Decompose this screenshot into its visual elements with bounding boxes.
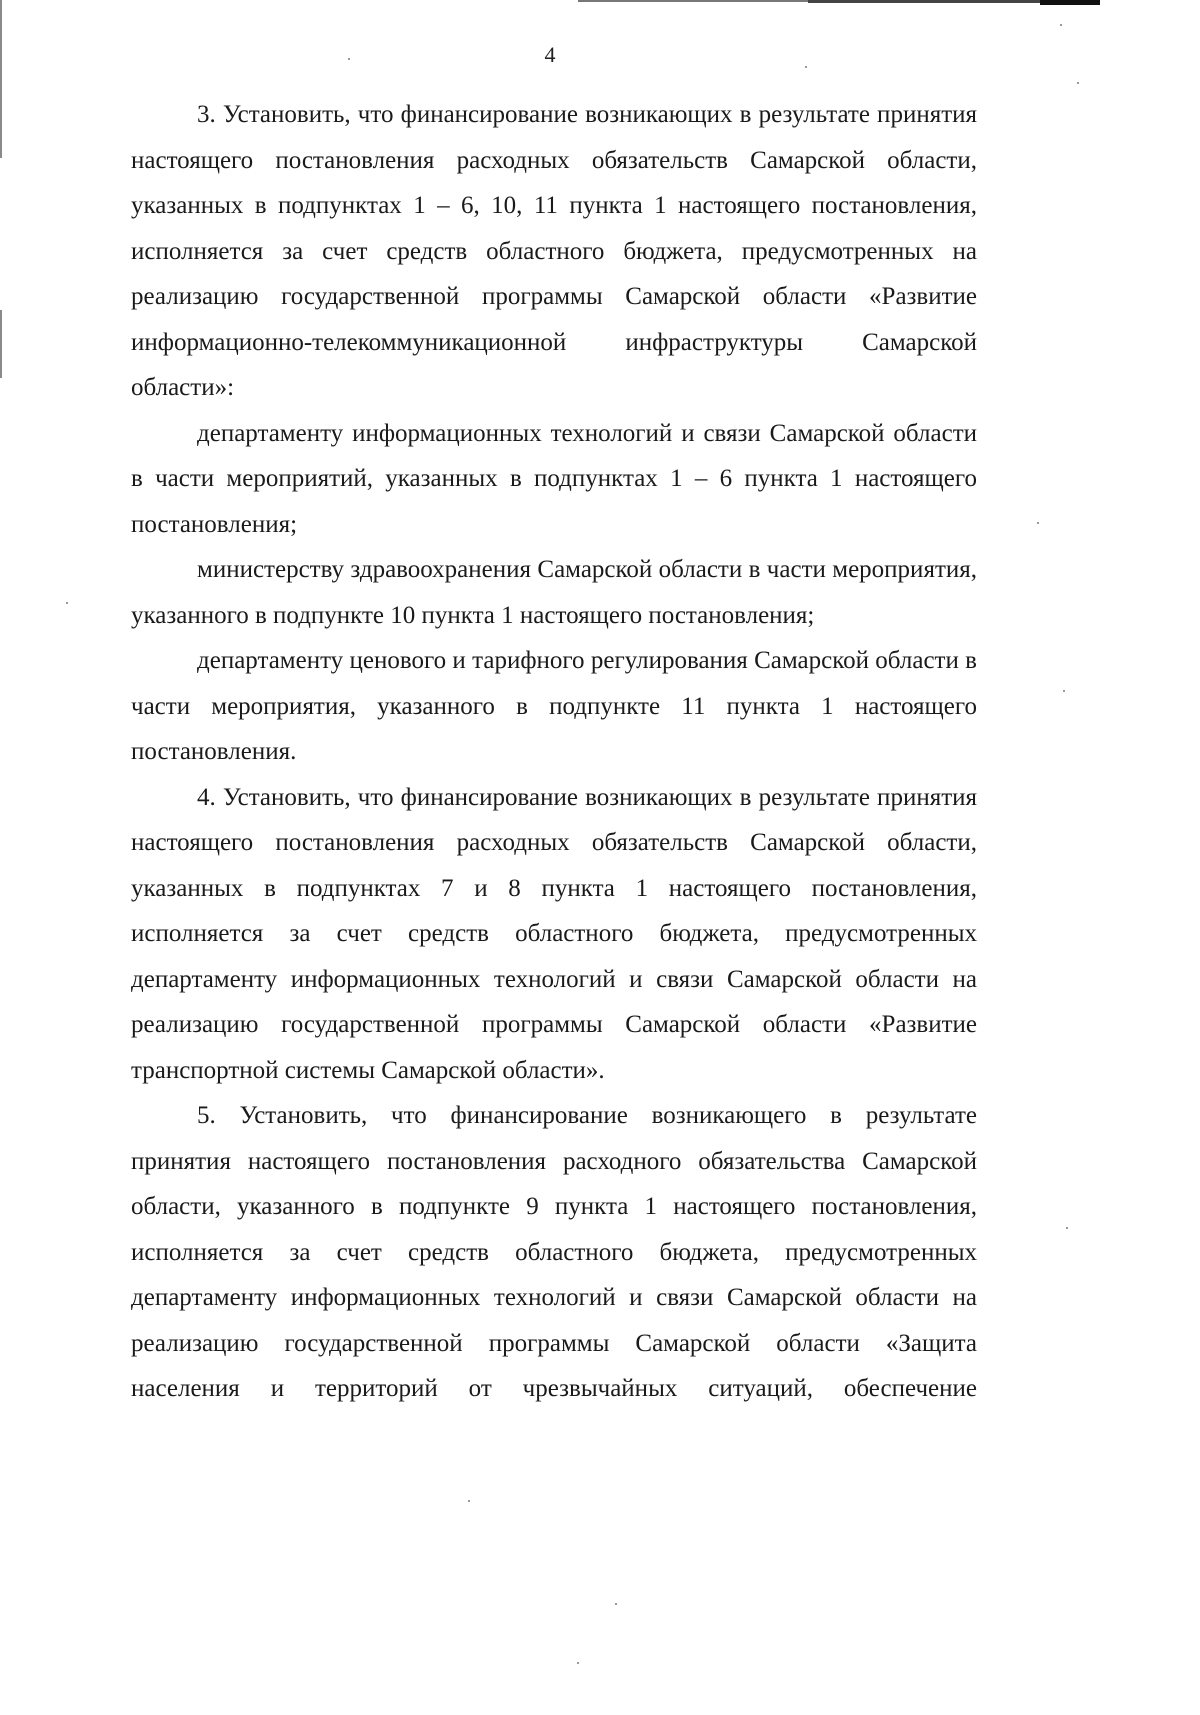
scan-artifact-left-edge xyxy=(0,310,2,378)
paragraph-clause-3-ministry-health: министерству здравоохранения Самарской области в части мероприятия, указанного в подпункте 10 пункта 1 настоящего постановления; xyxy=(131,556,977,629)
scan-speck xyxy=(1060,24,1062,26)
paragraph-clause-4: 4. Установить, что финансирование возникающих в результате принятия настоящего постановления расходных обязательств Самарской области, указанных в подпунктах 7 и 8 пункта 1 настоящего постановления, исполняется за счет средств областного бюджета, предусмотренных департаменту информационных технологий и связи Самарской области на реализацию государственной программы Самарской области «Развитие транспортной системы Самарской области». xyxy=(131,783,977,1084)
scan-speck xyxy=(66,602,68,604)
paragraph-clause-3-dept-it: департаменту информационных технологий и связи Самарской области в части мероприятий, указанных в подпунктах 1 – 6 пункта 1 настоящего постановления; xyxy=(131,419,977,538)
paragraph-clause-3: 3. Установить, что финансирование возникающих в результате принятия настоящего постановления расходных обязательств Самарской области, указанных в подпунктах 1 – 6, 10, 11 пункта 1 настоящего постановления, исполняется за счет средств областного бюджета, предусмотренных на реализацию государственной программы Самарской области «Развитие информационно-телекоммуникационной инфраструктуры Самарской области»: xyxy=(131,101,977,401)
scan-speck xyxy=(1066,1227,1068,1229)
scan-speck xyxy=(1063,690,1065,692)
scan-artifact-left-edge xyxy=(0,0,2,158)
scan-speck xyxy=(1077,82,1079,84)
scan-speck xyxy=(615,1603,617,1605)
paragraph-clause-5: 5. Установить, что финансирование возникающего в результате принятия настоящего постановления расходного обязательства Самарской области, указанного в подпункте 9 пункта 1 настоящего постановления, исполняется за счет средств областного бюджета, предусмотренных департаменту информационных технологий и связи Самарской области на реализацию государственной программы Самарской области «Защита населения и территорий от чрезвычайных ситуаций, обеспечение xyxy=(131,1102,977,1402)
paragraph-clause-3-dept-tariff: департаменту ценового и тарифного регулирования Самарской области в части мероприятия, указанного в подпункте 11 пункта 1 настоящего постановления. xyxy=(131,647,977,765)
scan-speck xyxy=(1037,522,1039,524)
scan-artifact-top-rule xyxy=(578,0,846,2)
scan-artifact-top-rule xyxy=(1040,0,1100,5)
page-number: 4 xyxy=(544,42,556,67)
scan-speck xyxy=(577,1662,579,1664)
scan-speck xyxy=(468,1500,470,1502)
document-body xyxy=(131,92,977,1412)
